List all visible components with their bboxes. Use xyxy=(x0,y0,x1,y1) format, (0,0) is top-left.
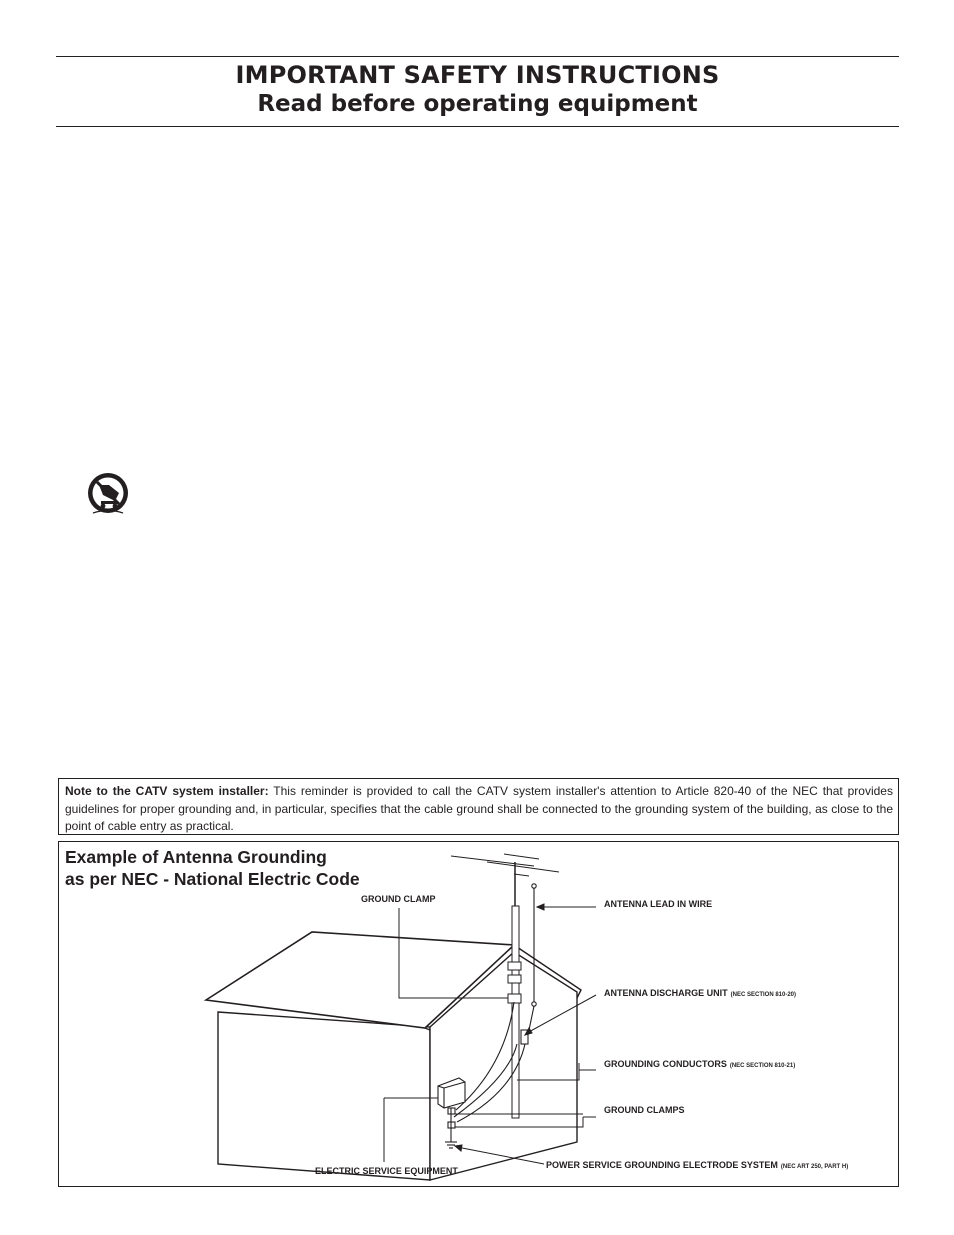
no-cart-tip-over-icon xyxy=(85,471,131,517)
note-body: This reminder is provided to call the CATV system installer's attention to Article 820-40 of the NEC that provides guidelines for proper grounding and, in particular, specifies that the cable ground shall be connected to the grounding system of the building, as close to the point of cable entry as practical. xyxy=(65,784,893,833)
page-title: IMPORTANT SAFETY INSTRUCTIONS xyxy=(235,61,720,89)
grounding-illustration xyxy=(59,842,897,1185)
label-antenna-discharge-unit: ANTENNA DISCHARGE UNIT (NEC SECTION 810-20) xyxy=(604,988,797,998)
label-ground-clamps: GROUND CLAMPS xyxy=(604,1105,685,1115)
diagram-title-line1: Example of Antenna Grounding xyxy=(65,847,327,867)
top-rule xyxy=(56,56,899,57)
label-antenna-lead-in-wire: ANTENNA LEAD IN WIRE xyxy=(604,899,713,909)
label-electric-service-equipment: ELECTRIC SERVICE EQUIPMENT xyxy=(315,1166,458,1176)
label-ground-clamp: GROUND CLAMP xyxy=(361,894,436,904)
label-grounding-conductors: GROUNDING CONDUCTORS (NEC SECTION 810-21) xyxy=(604,1059,796,1069)
catv-installer-note xyxy=(58,778,899,835)
page-subtitle: Read before operating equipment xyxy=(257,91,698,117)
diagram-title-line2: as per NEC - National Electric Code xyxy=(65,869,360,889)
header-bottom-rule xyxy=(56,126,899,127)
label-power-service-grounding: POWER SERVICE GROUNDING ELECTRODE SYSTEM (NEC ART 250, PART H) xyxy=(546,1160,849,1170)
antenna-grounding-diagram xyxy=(58,841,899,1187)
note-lead: Note to the CATV system installer: xyxy=(65,784,269,798)
